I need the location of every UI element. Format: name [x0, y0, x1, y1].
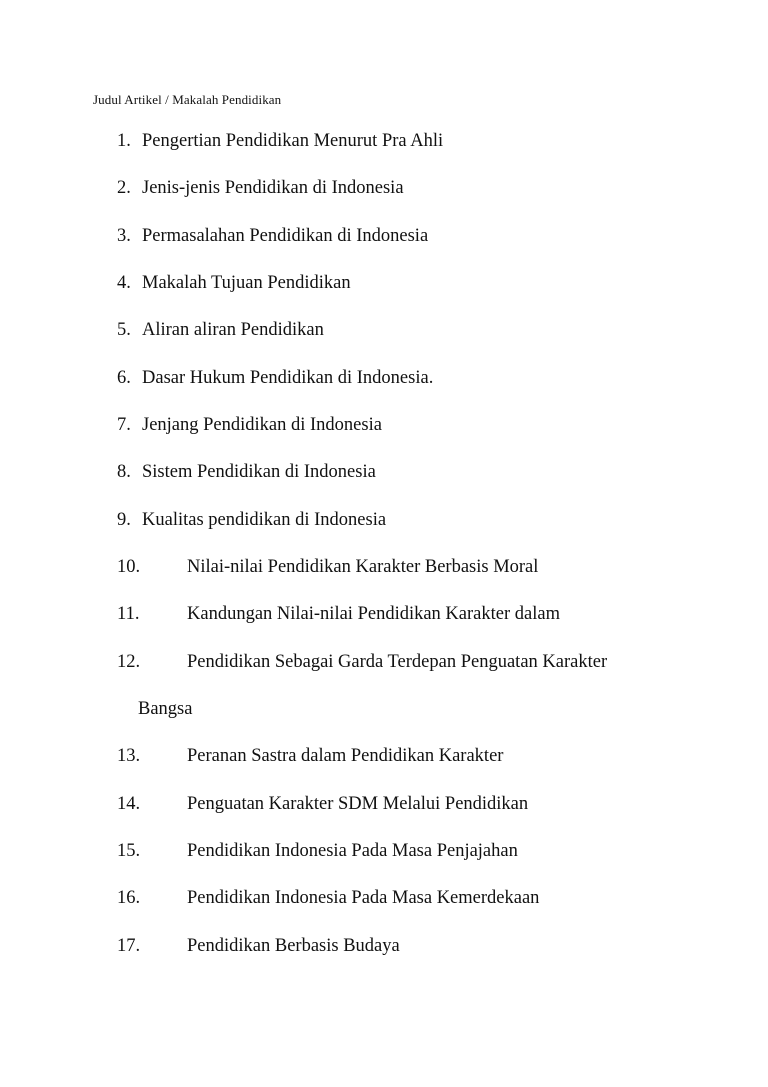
item-number: 15. [117, 841, 141, 861]
item-number: 9. [117, 510, 131, 530]
item-number: 12. [117, 652, 141, 672]
item-text: Permasalahan Pendidikan di Indonesia [142, 226, 429, 246]
item-number: 1. [117, 131, 131, 151]
item-number: 8. [117, 462, 131, 482]
item-number: 2. [117, 178, 131, 198]
item-number: 13. [117, 746, 141, 766]
item-number: 3. [117, 226, 131, 246]
item-text: Nilai-nilai Pendidikan Karakter Berbasis Moral [187, 557, 539, 577]
item-number: 7. [117, 415, 131, 435]
item-text: Pendidikan Indonesia Pada Masa Kemerdekaan [187, 888, 540, 908]
item-text: Dasar Hukum Pendidikan di Indonesia. [142, 368, 434, 388]
item-text: Peranan Sastra dalam Pendidikan Karakter [187, 746, 504, 766]
item-number: 5. [117, 320, 131, 340]
item-number: 14. [117, 794, 141, 814]
item-number: 4. [117, 273, 131, 293]
item-text: Pendidikan Sebagai Garda Terdepan Penguatan Karakter [187, 652, 608, 672]
item-text: Kandungan Nilai-nilai Pendidikan Karakter dalam [187, 604, 560, 624]
item-text: Jenjang Pendidikan di Indonesia [142, 415, 382, 435]
item-text: Aliran aliran Pendidikan [142, 320, 324, 340]
item-text: Kualitas pendidikan di Indonesia [142, 510, 387, 530]
item-text: Pendidikan Indonesia Pada Masa Penjajahan [187, 841, 518, 861]
item-text: Jenis-jenis Pendidikan di Indonesia [142, 178, 404, 198]
item-number: 6. [117, 368, 131, 388]
item-text: Pendidikan Berbasis Budaya [187, 936, 400, 956]
item-text: Sistem Pendidikan di Indonesia [142, 462, 376, 482]
item-number: 11. [117, 604, 140, 624]
item-number: 16. [117, 888, 141, 908]
item-continuation: Bangsa [138, 699, 193, 719]
item-number: 10. [117, 557, 141, 577]
document-title: Judul Artikel / Makalah Pendidikan [93, 92, 282, 107]
item-text: Penguatan Karakter SDM Melalui Pendidikan [187, 794, 529, 814]
item-number: 17. [117, 936, 141, 956]
item-text: Makalah Tujuan Pendidikan [142, 273, 351, 293]
item-text: Pengertian Pendidikan Menurut Pra Ahli [142, 131, 444, 151]
